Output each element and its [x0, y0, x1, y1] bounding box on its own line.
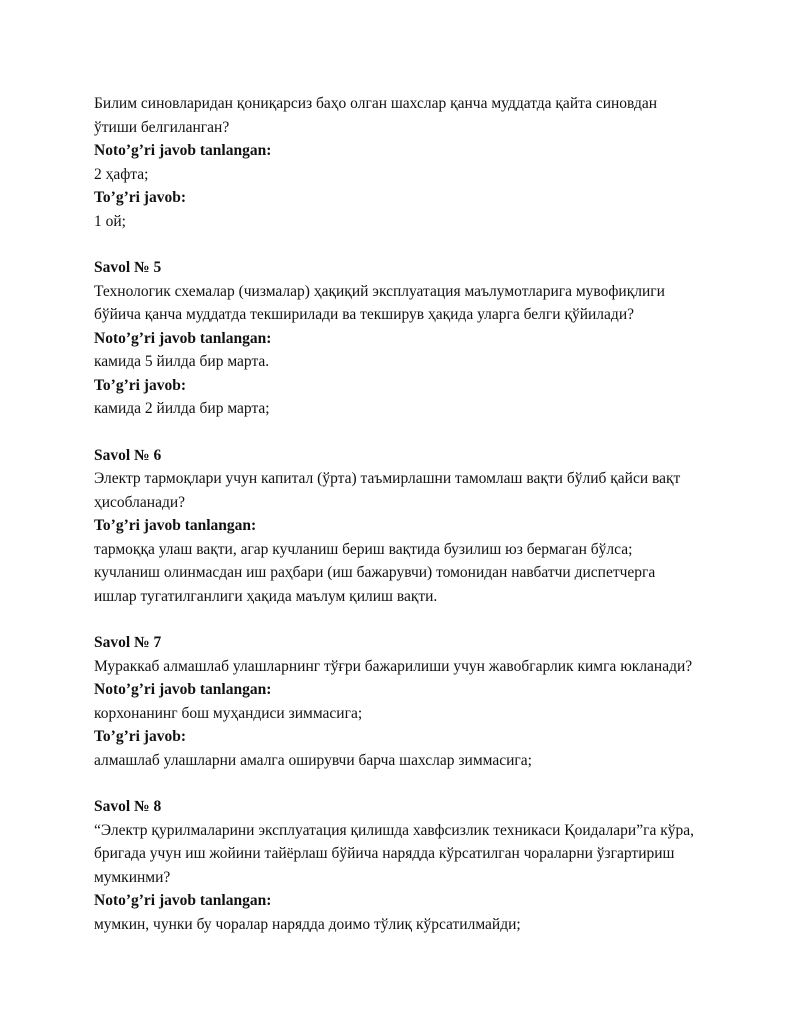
question-text: ўтиши белгиланган? [94, 118, 230, 136]
question-7-block [94, 631, 724, 772]
question-8-block [94, 795, 724, 936]
right-answer-label: To’g’ri javob: [94, 728, 186, 745]
question-text: мумкинми? [94, 868, 171, 886]
wrong-answer-label: Noto’g’ri javob tanlangan: [94, 142, 272, 159]
wrong-answer-label: Noto’g’ri javob tanlangan: [94, 892, 272, 909]
question-text: бўйича қанча муддатда текширилади ва текширув ҳақида уларга белги қўйилади? [94, 306, 634, 323]
right-answer-text: алмашлаб улашларни амалга оширувчи барча шахслар зиммасига; [94, 751, 532, 769]
question-text: Электр тармоқлари учун капитал (ўрта) таъмирлашни тамомлаш вақти бўлиб қайси вақт [94, 470, 681, 487]
question-text: “Электр қурилмаларини эксплуатация қилишда хавфсизлик техникаси Қоидалари”га кўра, [94, 821, 694, 839]
question-6-block [94, 444, 724, 609]
right-answer-text: камида 2 йилда бир марта; [94, 400, 270, 417]
question-text: Билим синовларидан қониқарсиз баҳо олган шахслар қанча муддатда қайта синовдан [94, 95, 658, 112]
question-text: ҳисобланади? [94, 493, 186, 511]
right-answer-text: кучланиш олинмасдан иш раҳбари (иш бажарувчи) томонидан навбатчи диспетчерга [94, 564, 656, 581]
question-title: Savol № 5 [94, 259, 162, 276]
wrong-answer-label: Noto’g’ri javob tanlangan: [94, 681, 272, 698]
question-title: Savol № 8 [94, 798, 162, 815]
question-title: Savol № 6 [94, 446, 162, 464]
question-text: Технологик схемалар (чизмалар) ҳақиқий эксплуатация маълумотларига мувофиқлиги [94, 282, 665, 300]
right-answer-label: To’g’ri javob: [94, 189, 186, 206]
question-text: Мураккаб алмашлаб улашларнинг тўғри бажарилиши учун жавобгарлик кимга юкланади? [94, 657, 693, 675]
question-4-block [94, 92, 724, 233]
document-page [94, 92, 724, 959]
wrong-answer-text: мумкин, чунки бу чоралар нарядда доимо тўлиқ кўрсатилмайди; [94, 915, 521, 933]
right-answer-label: To’g’ri javob tanlangan: [94, 517, 257, 534]
wrong-answer-text: корхонанинг бош муҳандиси зиммасига; [94, 704, 363, 722]
wrong-answer-text: 2 ҳафта; [94, 165, 149, 183]
question-title: Savol № 7 [94, 634, 162, 651]
wrong-answer-text: камида 5 йилда бир марта. [94, 353, 270, 370]
question-text: бригада учун иш жойини тайёрлаш бўйича нарядда кўрсатилган чораларни ўзгартириш [94, 845, 675, 862]
right-answer-label: To’g’ri javob: [94, 376, 186, 394]
question-5-block [94, 256, 724, 421]
right-answer-text: 1 ой; [94, 212, 126, 230]
right-answer-text: ишлар тугатилганлиги ҳақида маълум қилиш вақти. [94, 587, 438, 605]
right-answer-text: тармоққа улаш вақти, агар кучланиш бериш вақтида бузилиш юз бермаган бўлса; [94, 540, 633, 558]
wrong-answer-label: Noto’g’ri javob tanlangan: [94, 329, 272, 347]
